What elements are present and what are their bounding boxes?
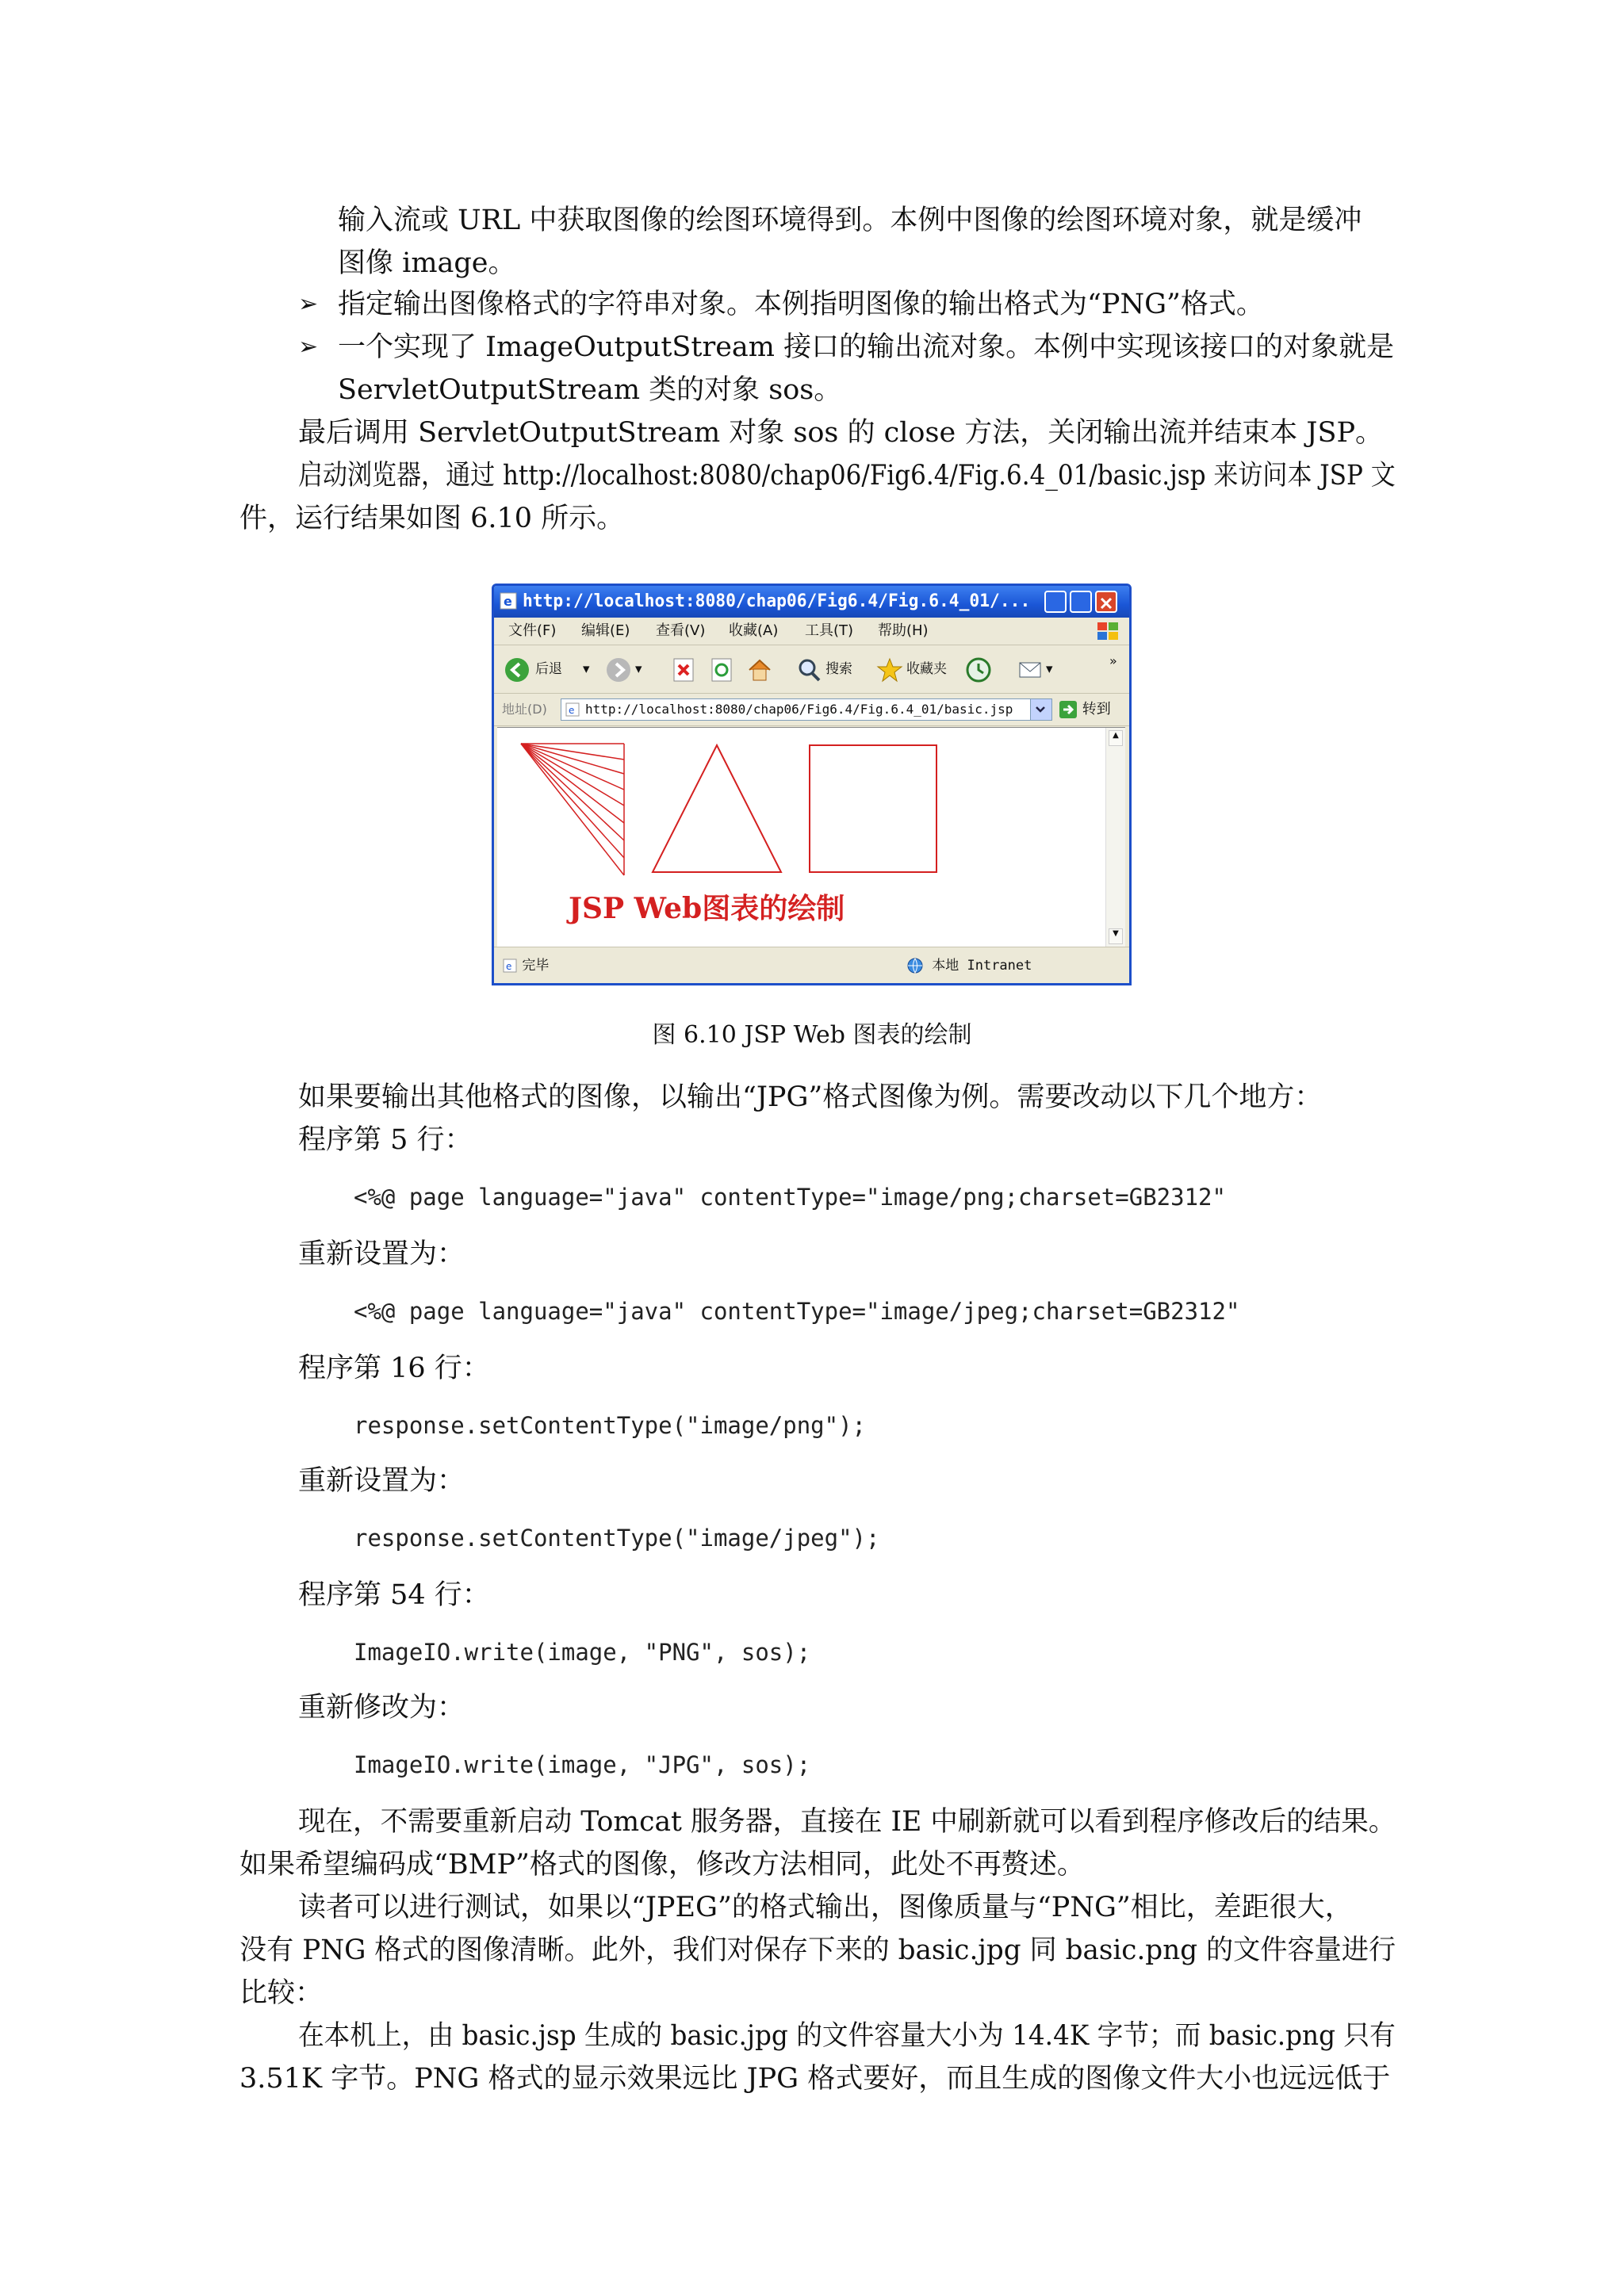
search-icon[interactable] xyxy=(795,656,822,683)
menu-file[interactable]: 文件(F) xyxy=(508,622,557,639)
window-title: http://localhost:8080/chap06/Fig6.4/Fig.6.4_01/... xyxy=(523,591,1031,611)
intranet-globe-icon xyxy=(906,957,924,974)
go-button[interactable] xyxy=(1059,698,1111,721)
label-line-16: 程序第 16 行： xyxy=(298,1353,490,1384)
back-button[interactable]: 后退 xyxy=(535,661,562,677)
back-dropdown-icon[interactable]: ▾ xyxy=(583,661,590,677)
windows-logo-icon xyxy=(1096,621,1120,641)
para3-line-1: 启动浏览器，通过 http://localhost:8080/chap06/Fig6.4/Fig.6.4_01/basic.jsp 来访问本 JSP 文 xyxy=(298,460,1396,492)
content-heading: JSP Web图表的绘制 xyxy=(569,892,845,925)
back-arrow-icon[interactable] xyxy=(504,656,530,683)
scroll-down-icon[interactable]: ▼ xyxy=(1109,928,1123,944)
label-reset-2: 重新设置为： xyxy=(298,1465,465,1497)
menu-bar xyxy=(494,618,1129,645)
menu-favorites[interactable]: 收藏(A) xyxy=(729,622,779,639)
go-label: 转到 xyxy=(1082,701,1111,718)
chevron-down-icon xyxy=(1031,699,1050,718)
label-reset-1: 重新设置为： xyxy=(298,1238,465,1270)
code-line-5-new: <%@ page language="java" contentType="image/jpeg;charset=GB2312" xyxy=(354,1298,1240,1325)
para1-line-1: 输入流或 URL 中获取图像的绘图环境得到。本例中图像的绘图环境对象，就是缓冲 xyxy=(338,205,1362,236)
bullet-2-line-1: 一个实现了 ImageOutputStream 接口的输出流对象。本例中实现该接口的对象就是 xyxy=(338,331,1395,363)
svg-text:e: e xyxy=(506,961,512,972)
title-bar xyxy=(494,586,1129,618)
minimize-button[interactable] xyxy=(1044,591,1067,613)
close-icon xyxy=(1097,594,1116,613)
address-input[interactable] xyxy=(561,698,1052,721)
para3-line-2: 件，运行结果如图 6.10 所示。 xyxy=(239,503,625,534)
bullet-2-line-2: ServletOutputStream 类的对象 sos。 xyxy=(338,374,842,406)
svg-text:e: e xyxy=(504,594,512,609)
page-content xyxy=(497,727,1125,947)
forward-dropdown-icon[interactable]: ▾ xyxy=(635,661,642,677)
para4-line-1: 如果要输出其他格式的图像，以输出“JPG”格式图像为例。需要改动以下几个地方： xyxy=(298,1081,1323,1113)
favorites-button[interactable]: 收藏夹 xyxy=(906,661,947,677)
address-url: http://localhost:8080/chap06/Fig6.4/Fig.6.4_01/basic.jsp xyxy=(585,702,1013,717)
menu-tools[interactable]: 工具(T) xyxy=(805,622,854,639)
history-icon[interactable] xyxy=(965,656,992,683)
go-arrow-icon xyxy=(1059,700,1078,719)
status-bar xyxy=(494,947,1129,984)
mail-dropdown-icon[interactable]: ▾ xyxy=(1046,661,1053,677)
status-text xyxy=(502,954,549,978)
figure-caption: 图 6.10 JSP Web 图表的绘制 xyxy=(652,1021,972,1049)
para7-line-2: 3.51K 字节。PNG 格式的显示效果远比 JPG 格式要好，而且生成的图像文件大小也远远低于 xyxy=(239,2063,1391,2095)
vertical-scrollbar[interactable] xyxy=(1105,728,1125,947)
close-button[interactable] xyxy=(1095,591,1117,613)
bullet-arrow-icon: ➢ xyxy=(298,290,319,318)
para6-line-1: 读者可以进行测试，如果以“JPEG”的格式输出，图像质量与“PNG”相比，差距很大， xyxy=(298,1892,1353,1923)
page-icon xyxy=(565,702,580,718)
forward-arrow-icon[interactable] xyxy=(605,656,632,683)
code-line-54-new: ImageIO.write(image, "JPG", sos); xyxy=(354,1751,811,1778)
browser-window-screenshot xyxy=(492,584,1132,985)
para1-line-2: 图像 image。 xyxy=(338,247,516,279)
square xyxy=(810,745,936,872)
favorites-star-icon[interactable] xyxy=(876,656,903,683)
code-line-16-new: response.setContentType("image/jpeg"); xyxy=(354,1525,880,1552)
code-line-5-original: <%@ page language="java" contentType="image/png;charset=GB2312" xyxy=(354,1184,1226,1211)
address-bar xyxy=(494,694,1129,726)
mail-icon[interactable] xyxy=(1017,656,1044,683)
maximize-button[interactable] xyxy=(1070,591,1092,613)
scroll-up-icon[interactable]: ▲ xyxy=(1109,730,1123,746)
toolbar-overflow-icon[interactable]: » xyxy=(1109,653,1117,668)
para5-line-1: 现在，不需要重新启动 Tomcat 服务器，直接在 IE 中刷新就可以看到程序修改后的结果。 xyxy=(298,1806,1396,1838)
address-dropdown-button[interactable] xyxy=(1030,699,1051,720)
para2-line-1: 最后调用 ServletOutputStream 对象 sos 的 close 方法，关闭输出流并结束本 JSP。 xyxy=(298,417,1383,449)
para6-line-3: 比较： xyxy=(239,1977,324,2009)
label-modify: 重新修改为： xyxy=(298,1692,465,1724)
menu-help[interactable]: 帮助(H) xyxy=(878,622,929,639)
ie-page-icon xyxy=(499,591,518,610)
bullet-arrow-icon: ➢ xyxy=(298,333,319,361)
bullet-1-line-1: 指定输出图像格式的字符串对象。本例指明图像的输出格式为“PNG”格式。 xyxy=(338,289,1264,320)
label-line-54: 程序第 54 行： xyxy=(298,1579,490,1611)
stop-icon[interactable] xyxy=(670,656,697,683)
para7-line-1: 在本机上，由 basic.jsp 生成的 basic.jpg 的文件容量大小为 14.4K 字节；而 basic.png 只有 xyxy=(298,2020,1396,2052)
fan-lines xyxy=(521,744,624,875)
refresh-icon[interactable] xyxy=(708,656,735,683)
menu-edit[interactable]: 编辑(E) xyxy=(581,622,630,639)
para6-line-2: 没有 PNG 格式的图像清晰。此外，我们对保存下来的 basic.jpg 同 basic.png 的文件容量进行 xyxy=(239,1934,1396,1966)
code-line-16-original: response.setContentType("image/png"); xyxy=(354,1412,867,1439)
para4-line-2: 程序第 5 行： xyxy=(298,1124,473,1156)
address-label: 地址(D) xyxy=(502,702,547,717)
para5-line-2: 如果希望编码成“BMP”格式的图像，修改方法相同，此处不再赘述。 xyxy=(239,1849,1085,1881)
page-done-icon xyxy=(502,958,518,974)
menu-view[interactable]: 查看(V) xyxy=(656,622,706,639)
zone-indicator xyxy=(906,954,1032,978)
home-icon[interactable] xyxy=(746,656,773,683)
svg-text:e: e xyxy=(569,705,575,716)
status-done-label: 完毕 xyxy=(522,958,550,974)
triangle xyxy=(653,745,781,872)
zone-label: 本地 Intranet xyxy=(932,958,1032,974)
code-line-54-original: ImageIO.write(image, "PNG", sos); xyxy=(354,1639,811,1666)
toolbar xyxy=(494,645,1129,694)
search-button[interactable]: 搜索 xyxy=(825,661,852,677)
